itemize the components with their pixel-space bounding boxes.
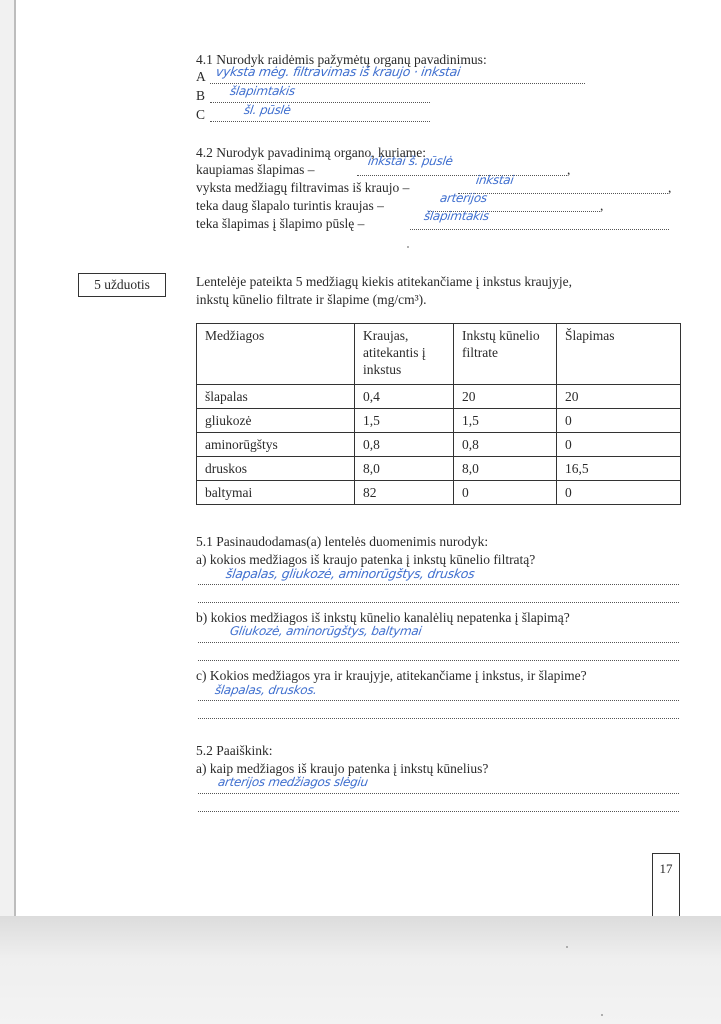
table-cell: 20 bbox=[454, 385, 557, 409]
table-cell: 8,0 bbox=[454, 457, 557, 481]
table-cell: druskos bbox=[197, 457, 355, 481]
table-cell: 0 bbox=[454, 481, 557, 505]
q41-answer-a: vykstа mėg. filtravimas iš kraujo · inkstai bbox=[214, 64, 462, 79]
table-cell: 0 bbox=[557, 409, 681, 433]
table-cell: gliukozė bbox=[197, 409, 355, 433]
q52a-answer: arterijos medžiagos slėgiu bbox=[217, 775, 369, 789]
table-header: Inkstų kūnelio filtrate bbox=[454, 324, 557, 385]
q51b-answer: Gliukozė, aminorūgštys, baltymai bbox=[229, 624, 423, 638]
q42-item-2-text: vyksta medžiagų filtravimas iš kraujo – bbox=[196, 180, 410, 195]
q51b-line-2 bbox=[198, 660, 679, 661]
q51c-question: c) Kokios medžiagos yra ir kraujyje, atitekančiame į inkstus, ir šlapime? bbox=[196, 668, 587, 683]
q52-title: 5.2 Paaiškink: bbox=[196, 743, 273, 758]
q41-line-b bbox=[210, 102, 430, 103]
q51-title: 5.1 Pasinaudodamas(a) lentelės duomenimis nurodyk: bbox=[196, 534, 489, 549]
q42-item-1-answer: inkstai š. pūslė bbox=[367, 154, 454, 168]
q51c-answer: šlapalas, druskos. bbox=[214, 683, 318, 697]
scan-speck bbox=[407, 246, 409, 248]
table-cell: 1,5 bbox=[454, 409, 557, 433]
q42-item-3-answer: arterijos bbox=[439, 191, 488, 205]
q41-line-c bbox=[210, 121, 430, 122]
q41-label-b: B bbox=[196, 88, 206, 103]
q41-title: 4.1 Nurodyk raidėmis pažymėtų organų pavadinimus: bbox=[196, 52, 487, 67]
q42-item-2-end: , bbox=[668, 180, 672, 195]
table-cell: 0,8 bbox=[454, 433, 557, 457]
q51b-question: b) kokios medžiagos iš inkstų kūnelio kanalėlių nepatenka į šlapimą? bbox=[196, 610, 570, 625]
q51a-line-1 bbox=[198, 584, 679, 585]
q41-label-a: A bbox=[196, 69, 206, 84]
q42-item-4-line bbox=[410, 229, 669, 230]
q42-item-4-text: teka šlapimas į šlapimo pūslę – bbox=[196, 216, 365, 231]
q42-item-3-end: , bbox=[600, 198, 604, 213]
q42-title: 4.2 Nurodyk pavadinimą organo, kuriame: bbox=[196, 145, 426, 160]
scan-background bbox=[0, 916, 721, 1024]
q52a-question: a) kaip medžiagos iš kraujo patenka į inkstų kūnelius? bbox=[196, 761, 489, 776]
q51c-line-1 bbox=[198, 700, 679, 701]
q42-item-1-end: , bbox=[567, 162, 571, 177]
table-header: Kraujas, atitekantis į inkstus bbox=[355, 324, 454, 385]
table-row bbox=[197, 409, 681, 433]
table-cell: 1,5 bbox=[355, 409, 454, 433]
scan-speck bbox=[601, 1014, 603, 1016]
table-row bbox=[197, 457, 681, 481]
table-cell: 0 bbox=[557, 481, 681, 505]
table-cell: 0 bbox=[557, 433, 681, 457]
q52a-line-2 bbox=[198, 811, 679, 812]
table-cell: 20 bbox=[557, 385, 681, 409]
q51c-line-2 bbox=[198, 718, 679, 719]
task-badge: 5 užduotis bbox=[78, 273, 166, 297]
table-row bbox=[197, 481, 681, 505]
table-cell: 8,0 bbox=[355, 457, 454, 481]
table-cell: baltymai bbox=[197, 481, 355, 505]
q51b-line-1 bbox=[198, 642, 679, 643]
q51a-answer: šlapalas, gliukozė, aminorūgštys, druskos bbox=[224, 566, 476, 581]
table-row bbox=[197, 433, 681, 457]
table-row bbox=[197, 385, 681, 409]
table-cell: šlapalas bbox=[197, 385, 355, 409]
q42-item-4-answer: šlapimtakis bbox=[423, 209, 490, 223]
task5-intro-line2: inkstų kūnelio filtrate ir šlapime (mg/cm³). bbox=[196, 292, 427, 307]
table-header-row bbox=[197, 324, 681, 385]
q51a-question: a) kokios medžiagos iš kraujo patenka į inkstų kūnelio filtratą? bbox=[196, 552, 536, 567]
substance-table bbox=[196, 323, 681, 505]
q42-item-1-line bbox=[357, 175, 567, 176]
page-number: 17 bbox=[652, 853, 680, 916]
q41-label-c: C bbox=[196, 107, 206, 122]
table-cell: 0,4 bbox=[355, 385, 454, 409]
task5-intro-line1: Lentelėje pateikta 5 medžiagų kiekis atitekančiame į inkstus kraujyje, bbox=[196, 274, 572, 289]
q41-answer-b: šlapimtakis bbox=[229, 84, 296, 98]
q42-item-2-answer: inkstai bbox=[475, 173, 515, 187]
scan-speck bbox=[566, 946, 568, 948]
q52a-line-1 bbox=[198, 793, 679, 794]
q42-item-1-text: kaupiamas šlapimas – bbox=[196, 162, 315, 177]
table-header: Šlapimas bbox=[557, 324, 681, 385]
page-edge bbox=[14, 0, 16, 916]
q51a-line-2 bbox=[198, 602, 679, 603]
q41-answer-c: šl. pūslė bbox=[243, 103, 292, 117]
table-cell: 82 bbox=[355, 481, 454, 505]
table-header: Medžiagos bbox=[197, 324, 355, 385]
table-cell: 0,8 bbox=[355, 433, 454, 457]
table-cell: aminorūgštys bbox=[197, 433, 355, 457]
q42-item-2-line bbox=[458, 193, 668, 194]
table-cell: 16,5 bbox=[557, 457, 681, 481]
q42-item-3-text: teka daug šlapalo turintis kraujas – bbox=[196, 198, 384, 213]
